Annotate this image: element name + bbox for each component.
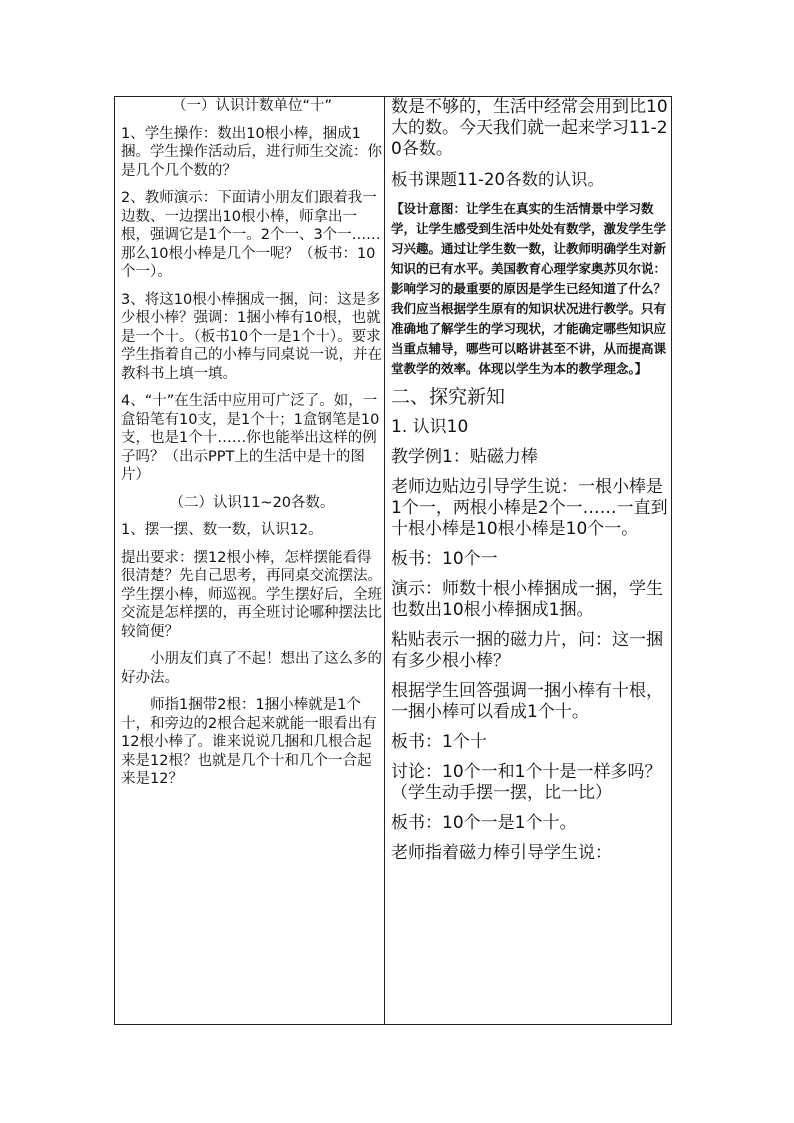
left-paragraph: 4、“十”在生活中应用可广泛了。如，一盒铅笔有10支，是1个十；1盒钢笔是10支，也是1个十……你也能举出这样的例子吗？（出示PPT上的生活中是十的图片） bbox=[121, 393, 380, 483]
left-paragraph: （二）认识11~20各数。 bbox=[169, 494, 335, 511]
column-divider bbox=[384, 97, 385, 1024]
right-paragraph: 板书：10个一是1个十。 bbox=[391, 813, 577, 833]
board-title: 板书课题11-20各数的认识。 bbox=[391, 170, 604, 189]
right-paragraph: 粘贴表示一捆的磁力片，问：这一捆有多少根小棒？ bbox=[391, 630, 663, 671]
left-paragraph: 2、教师演示：下面请小朋友们跟着我一边数、一边摆出10根小棒，师拿出一根，强调它是1个一。2个一、3个一……那么10根小棒是几个一呢？（板书：10个一）。 bbox=[121, 190, 381, 280]
left-paragraph: 1、摆一摆、数一数，认识12。 bbox=[121, 522, 323, 538]
right-column bbox=[391, 97, 669, 873]
design-note: 【设计意图：让学生在真实的生活情景中学习数学，让学生感受到生活中处处有数学，激发学生学习兴趣。通过让学生数一数，让教师明确学生对新知识的已有水平。美国教育心理学家奥苏贝尔说：影响学习的最重要的原因是学生已经知道了什么？我们应当根据学生原有的知识状况进行教学。只有准确地了解学生的学习现状，才能确定哪些知识应当重点辅导，哪些可以略讲甚至不讲，从而提高课堂教学的效率。体现以学生为本的教学理念。】 bbox=[391, 201, 667, 376]
left-paragraph: 师指1捆带2根：1捆小棒就是1个十，和旁边的2根合起来就能一眼看出有12根小棒了。谁来说说几捆和几根合起来是12根？也就是几个十和几个一合起来是12？ bbox=[121, 697, 377, 787]
right-paragraph: 演示：师数十根小棒捆成一捆，学生也数出10根小棒捆成1捆。 bbox=[391, 579, 663, 620]
right-paragraph: 讨论：10个一和1个十是一样多吗？（学生动手摆一摆，比一比） bbox=[391, 762, 662, 803]
section-heading: 二、探究新知 bbox=[391, 386, 506, 408]
left-paragraph: 提出要求：摆12根小棒，怎样摆能看得很清楚？先自己思考，再同桌交流摆法。学生摆小棒，师巡视。学生摆好后，全班交流是怎样摆的，再全班讨论哪种摆法比较简便？ bbox=[121, 549, 382, 640]
left-paragraph: 小朋友们真了不起！想出了这么多的好办法。 bbox=[121, 651, 382, 686]
right-paragraph: 1. 认识10 bbox=[391, 417, 469, 437]
right-paragraph: 老师边贴边引导学生说：一根小棒是1个一，两根小棒是2个一……一直到十根小棒是10根小棒是10个一。 bbox=[391, 477, 668, 539]
right-paragraph: 板书：1个十 bbox=[391, 732, 487, 752]
right-paragraph: 教学例1：贴磁力棒 bbox=[391, 447, 538, 467]
right-paragraph: 根据学生回答强调一捆小棒有十根，一捆小棒可以看成1个十。 bbox=[391, 681, 663, 722]
right-paragraph: 老师指着磁力棒引导学生说： bbox=[391, 843, 612, 863]
right-paragraph: 板书：10个一 bbox=[391, 549, 498, 569]
left-paragraph: （一）认识计数单位“十” bbox=[171, 98, 333, 114]
left-paragraph: 3、将这10根小棒捆成一捆，问：这是多少根小棒？强调：1捆小棒有10根，也就是一个十。（板书10个一是1个十）。要求学生指着自己的小棒与同桌说一说，并在教科书上填一填。 bbox=[121, 291, 382, 382]
lesson-plan-table bbox=[114, 96, 672, 1025]
intro-paragraph: 数是不够的，生活中经常会用到比10大的数。今天我们就一起来学习11-20各数。 bbox=[391, 97, 668, 159]
left-column bbox=[121, 97, 383, 798]
left-paragraph: 1、学生操作：数出10根小棒，捆成1捆。学生操作活动后，进行师生交流：你是几个几个数的？ bbox=[121, 125, 382, 179]
